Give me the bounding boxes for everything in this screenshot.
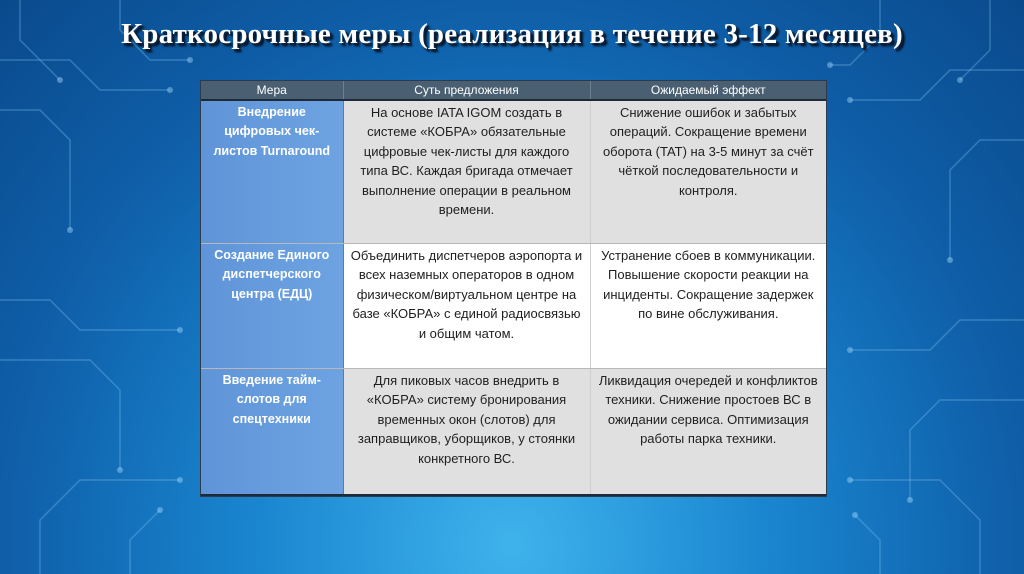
measure-cell: Внедрение цифровых чек-листов Turnaround (201, 100, 343, 244)
table-header-row (201, 81, 826, 100)
header-effect: Ожидаемый эффект (590, 81, 826, 100)
effect-cell: Устранение сбоев в коммуникации. Повышение скорости реакции на инциденты. Сокращение задержек по вине обслуживания. (590, 244, 826, 369)
measures-table (201, 81, 826, 496)
slide-title: Краткосрочные меры (реализация в течение 3-12 месяцев) (121, 18, 903, 50)
measure-cell: Введение тайм-слотов для спецтехники (201, 369, 343, 495)
effect-cell: Ликвидация очередей и конфликтов техники. Снижение простоев ВС в ожидании сервиса. Оптимизация работы парка техники. (590, 369, 826, 495)
table-bottom-border (201, 494, 826, 496)
table-row (201, 369, 826, 495)
proposal-cell: На основе IATA IGOM создать в системе «КОБРА» обязательные цифровые чек-листы для каждого типа ВС. Каждая бригада отмечает выполнение операции в реальном времени. (343, 100, 590, 244)
header-proposal: Суть предложения (343, 81, 590, 100)
measure-cell: Создание Единого диспетчерского центра (ЕДЦ) (201, 244, 343, 369)
proposal-cell: Для пиковых часов внедрить в «КОБРА» систему бронирования временных окон (слотов) для заправщиков, уборщиков, у стоянки конкретного ВС. (343, 369, 590, 495)
effect-cell: Снижение ошибок и забытых операций. Сокращение времени оборота (TAT) на 3-5 минут за счёт чёткой последовательности и контроля. (590, 100, 826, 244)
proposal-cell: Объединить диспетчеров аэропорта и всех наземных операторов в одном физическом/виртуальном центре на базе «КОБРА» с единой радиосвязью и общим чатом. (343, 244, 590, 369)
header-measure: Мера (201, 81, 343, 100)
table-row (201, 244, 826, 369)
table-row (201, 100, 826, 244)
